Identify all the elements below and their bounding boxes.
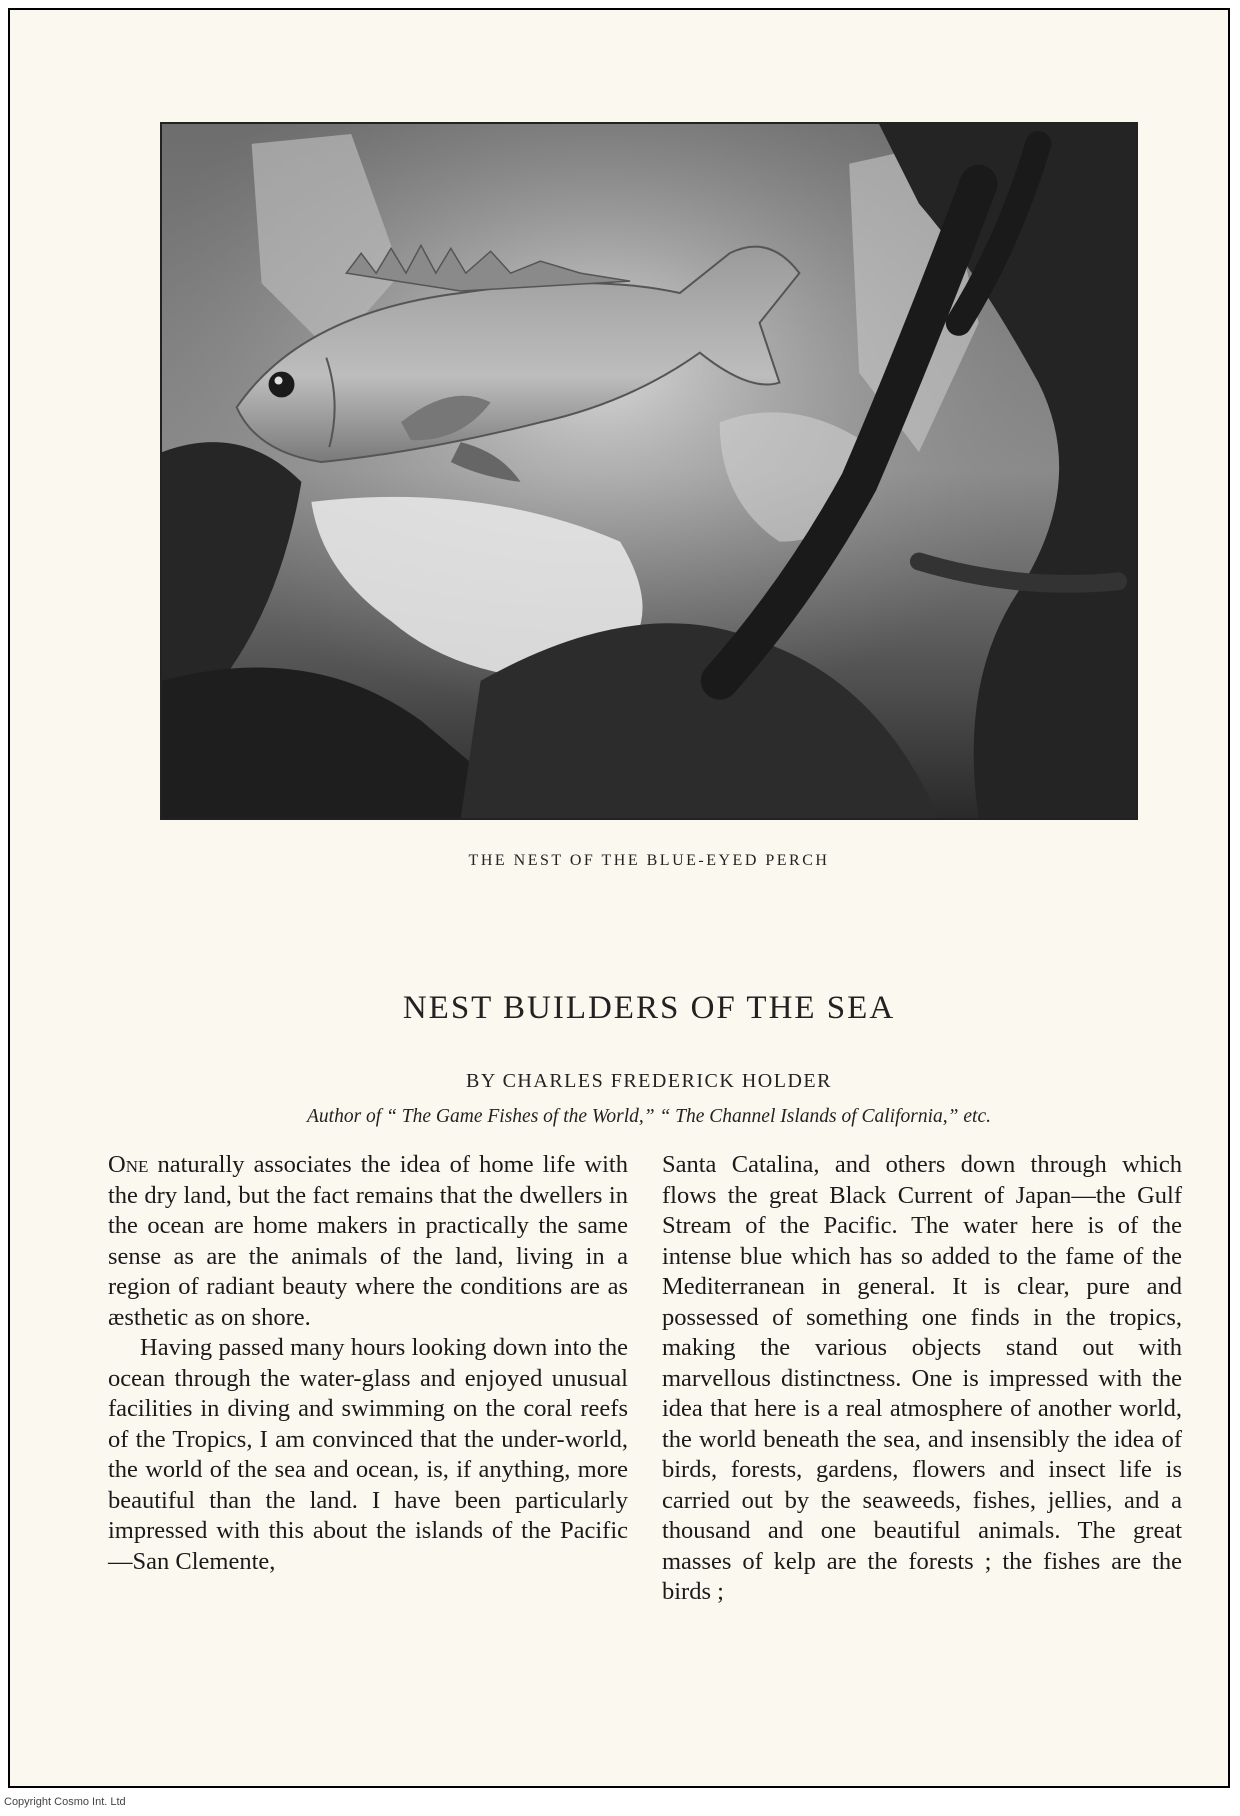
article-byline: BY CHARLES FREDERICK HOLDER [466,1070,832,1092]
photo-caption: THE NEST OF THE BLUE-EYED PERCH [468,852,830,869]
paragraph-1 [108,1150,628,1333]
magazine-page [8,8,1230,1788]
paragraph-3: Santa Catalina, and others down through which flows the great Black Current of Japan—the Gulf Stream of the Pacific. The water here is of the intense blue which has so added to the fame of the Mediterranean in general. It is clear, pure and possessed of something one finds in the tropics, making the various objects stand out with marvellous distinctness. One is impressed with the idea that here is a real atmosphere of another world, the world beneath the sea, and insensibly the idea of birds, forests, gardens, flowers and insect life is carried out by the seaweeds, fishes, jellies, and a thousand and one beautiful animals. The great masses of kelp are the forests ; the fishes are the birds ; [662,1151,1182,1605]
article-title: NEST BUILDERS OF THE SEA [402,990,896,1026]
paragraph-2: Having passed many hours looking down into the ocean through the water-glass and enjoyed unusual facilities in diving and swimming on the coral reefs of the Tropics, I am convinced that the under-world, the world of the sea and ocean, is, if anything, more beautiful than the land. I have been particularly impressed with this about the islands of the Pacific—San Clemente, [108,1334,628,1575]
opening-word: One [108,1151,149,1178]
copyright-notice: Copyright Cosmo Int. Ltd [4,1796,126,1808]
photo-illustration [162,124,1136,818]
fish-photograph [160,122,1138,820]
author-credit: Author of “ The Game Fishes of the World,” “ The Channel Islands of California,” etc. [307,1106,991,1127]
paragraph-1-text: naturally associates the idea of home life with the dry land, but the fact remains that the dwellers in the ocean are home makers in practically the same sense as are the animals of the land, living in a region of radiant beauty where the conditions are as æsthetic as on shore. [108,1151,628,1331]
right-column [662,1150,1182,1608]
left-column [108,1150,628,1577]
